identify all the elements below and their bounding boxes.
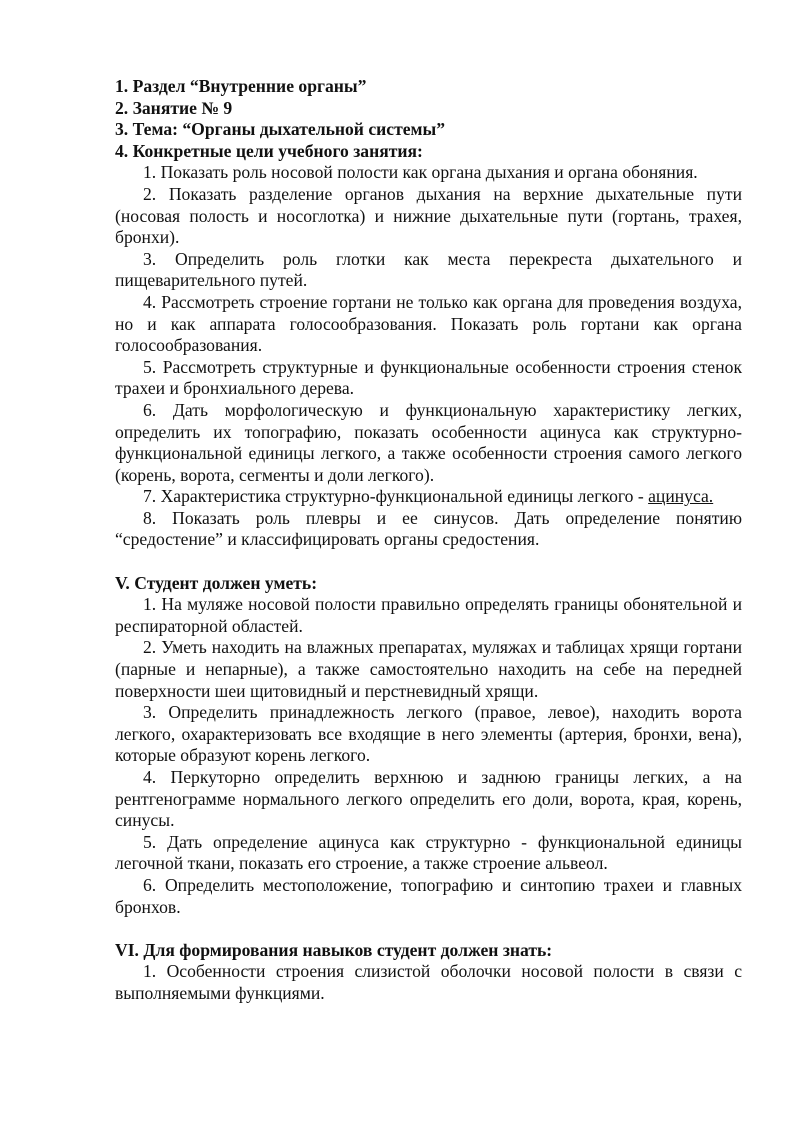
goal-item: 5. Рассмотреть структурные и функциональные особенности строения стенок трахеи и бронхиального дерева. [115,356,742,399]
skill-item: 6. Определить местоположение, топографию и синтопию трахеи и главных бронхов. [115,874,742,917]
lesson-number: 2. Занятие № 9 [115,97,233,118]
goal-item: 3. Определить роль глотки как места перекреста дыхательного и пищеварительного путей. [115,248,742,291]
skill-item: 3. Определить принадлежность легкого (правое, левое), находить ворота легкого, охарактеризовать все входящие в него элементы (артерия, бронхи, вена), которые образуют корень легкого. [115,702,742,766]
knowledge-item: 1. Особенности строения слизистой оболочки носовой полости в связи с выполняемыми функциями. [115,961,742,1003]
lesson-topic: 3. Тема: “Органы дыхательной системы” [115,119,446,140]
goal-item: 6. Дать морфологическую и функциональную характеристику легких, определить их топографию, показать особенности ацинуса как структурно-функциональной единицы легкого, а также особенности строения самого легкого (корень, ворота, сегменты и доли легкого). [115,399,742,485]
section-title: 1. Раздел “Внутренние органы” [115,76,367,96]
skill-item: 5. Дать определение ацинуса как структурно - функциональной единицы легочной ткани, показать его строение, а также строение альвеол. [115,831,742,874]
goal-item: 2. Показать разделение органов дыхания на верхние дыхательные пути (носовая полость и носоглотка) и нижние дыхательные пути (гортань, трахея, бронхи). [115,183,742,248]
goal-7-text: 7. Характеристика структурно-функциональной единицы легкого - [143,486,649,507]
skill-item: 2. Уметь находить на влажных препаратах, муляжах и таблицах хрящи гортани (парные и непарные), а также самостоятельно находить на себе на передней поверхности шеи щитовидный и перстневидный хрящи. [115,637,742,701]
goal-7-underlined: ацинуса. [648,486,714,507]
spacer [115,551,742,573]
section-v-heading: V. Студент должен уметь: [115,572,318,593]
goal-item-7 [115,486,742,508]
goal-item: 1. Показать роль носовой полости как органа дыхания и органа обоняния. [143,162,698,183]
skill-item: 4. Перкуторно определить верхнюю и заднюю границы легких, а на рентгенограмме нормального легкого определить его доли, ворота, края, корень, синусы. [115,767,742,831]
spacer [115,918,742,940]
skill-item: 1. На муляже носовой полости правильно определять границы обонятельной и респираторной областей. [115,594,742,636]
goal-item: 8. Показать роль плевры и ее синусов. Дать определение понятию “средостение” и классифицировать органы средостения. [115,507,742,550]
goal-item: 4. Рассмотреть строение гортани не только как органа для проведения воздуха, но и как аппарата голосообразования. Показать роль гортани как органа голосообразования. [115,291,742,356]
goals-heading: 4. Конкретные цели учебного занятия: [115,140,423,161]
section-vi-heading: VI. Для формирования навыков студент должен знать: [115,939,553,960]
